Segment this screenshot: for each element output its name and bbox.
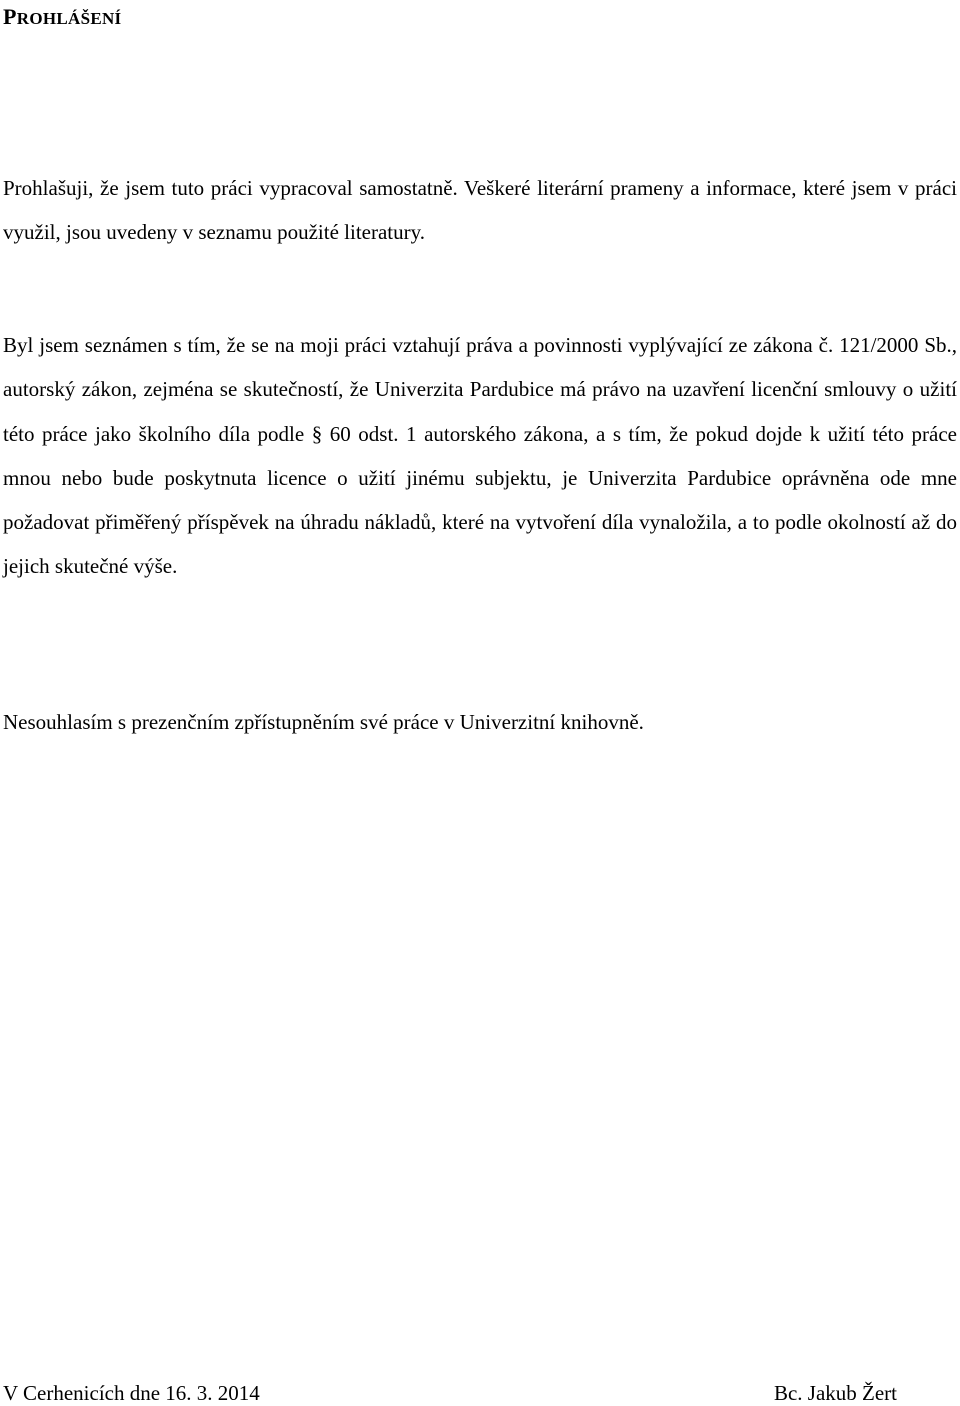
place-and-date: V Cerhenicích dne 16. 3. 2014 [3, 1381, 260, 1405]
declaration-paragraph-copyright: Byl jsem seznámen s tím, že se na moji práci vztahují práva a povinnosti vyplývající ze zákona č. 121/2000 Sb., autorský zákon, zejména se skutečností, že Univerzita Pardubice má právo na uzavření licenční smlouvy o užití této práce jako školního díla podle § 60 odst. 1 autorského zákona, a s tím, že pokud dojde k užití této práce mnou nebo bude poskytnuta licence o užití jinému subjektu, je Univerzita Pardubice oprávněna ode mne požadovat přiměřený příspěvek na úhradu nákladů, které na vytvoření díla vynaložila, a to podle okolností až do jejich skutečné výše. [3, 333, 957, 579]
page-title [3, 4, 121, 30]
declaration-paragraph-authorship: Prohlašuji, že jsem tuto práci vypracoval samostatně. Veškeré literární prameny a informace, které jsem v práci využil, jsou uvedeny v seznamu použité literatury. [3, 176, 957, 245]
author-name: Bc. Jakub Žert [773, 1381, 897, 1405]
declaration-paragraph-library-access: Nesouhlasím s prezenčním zpřístupněním své práce v Univerzitní knihovně. [3, 710, 644, 734]
title-initial: P [3, 4, 17, 29]
title-rest: ROHLÁŠENÍ [16, 9, 122, 28]
